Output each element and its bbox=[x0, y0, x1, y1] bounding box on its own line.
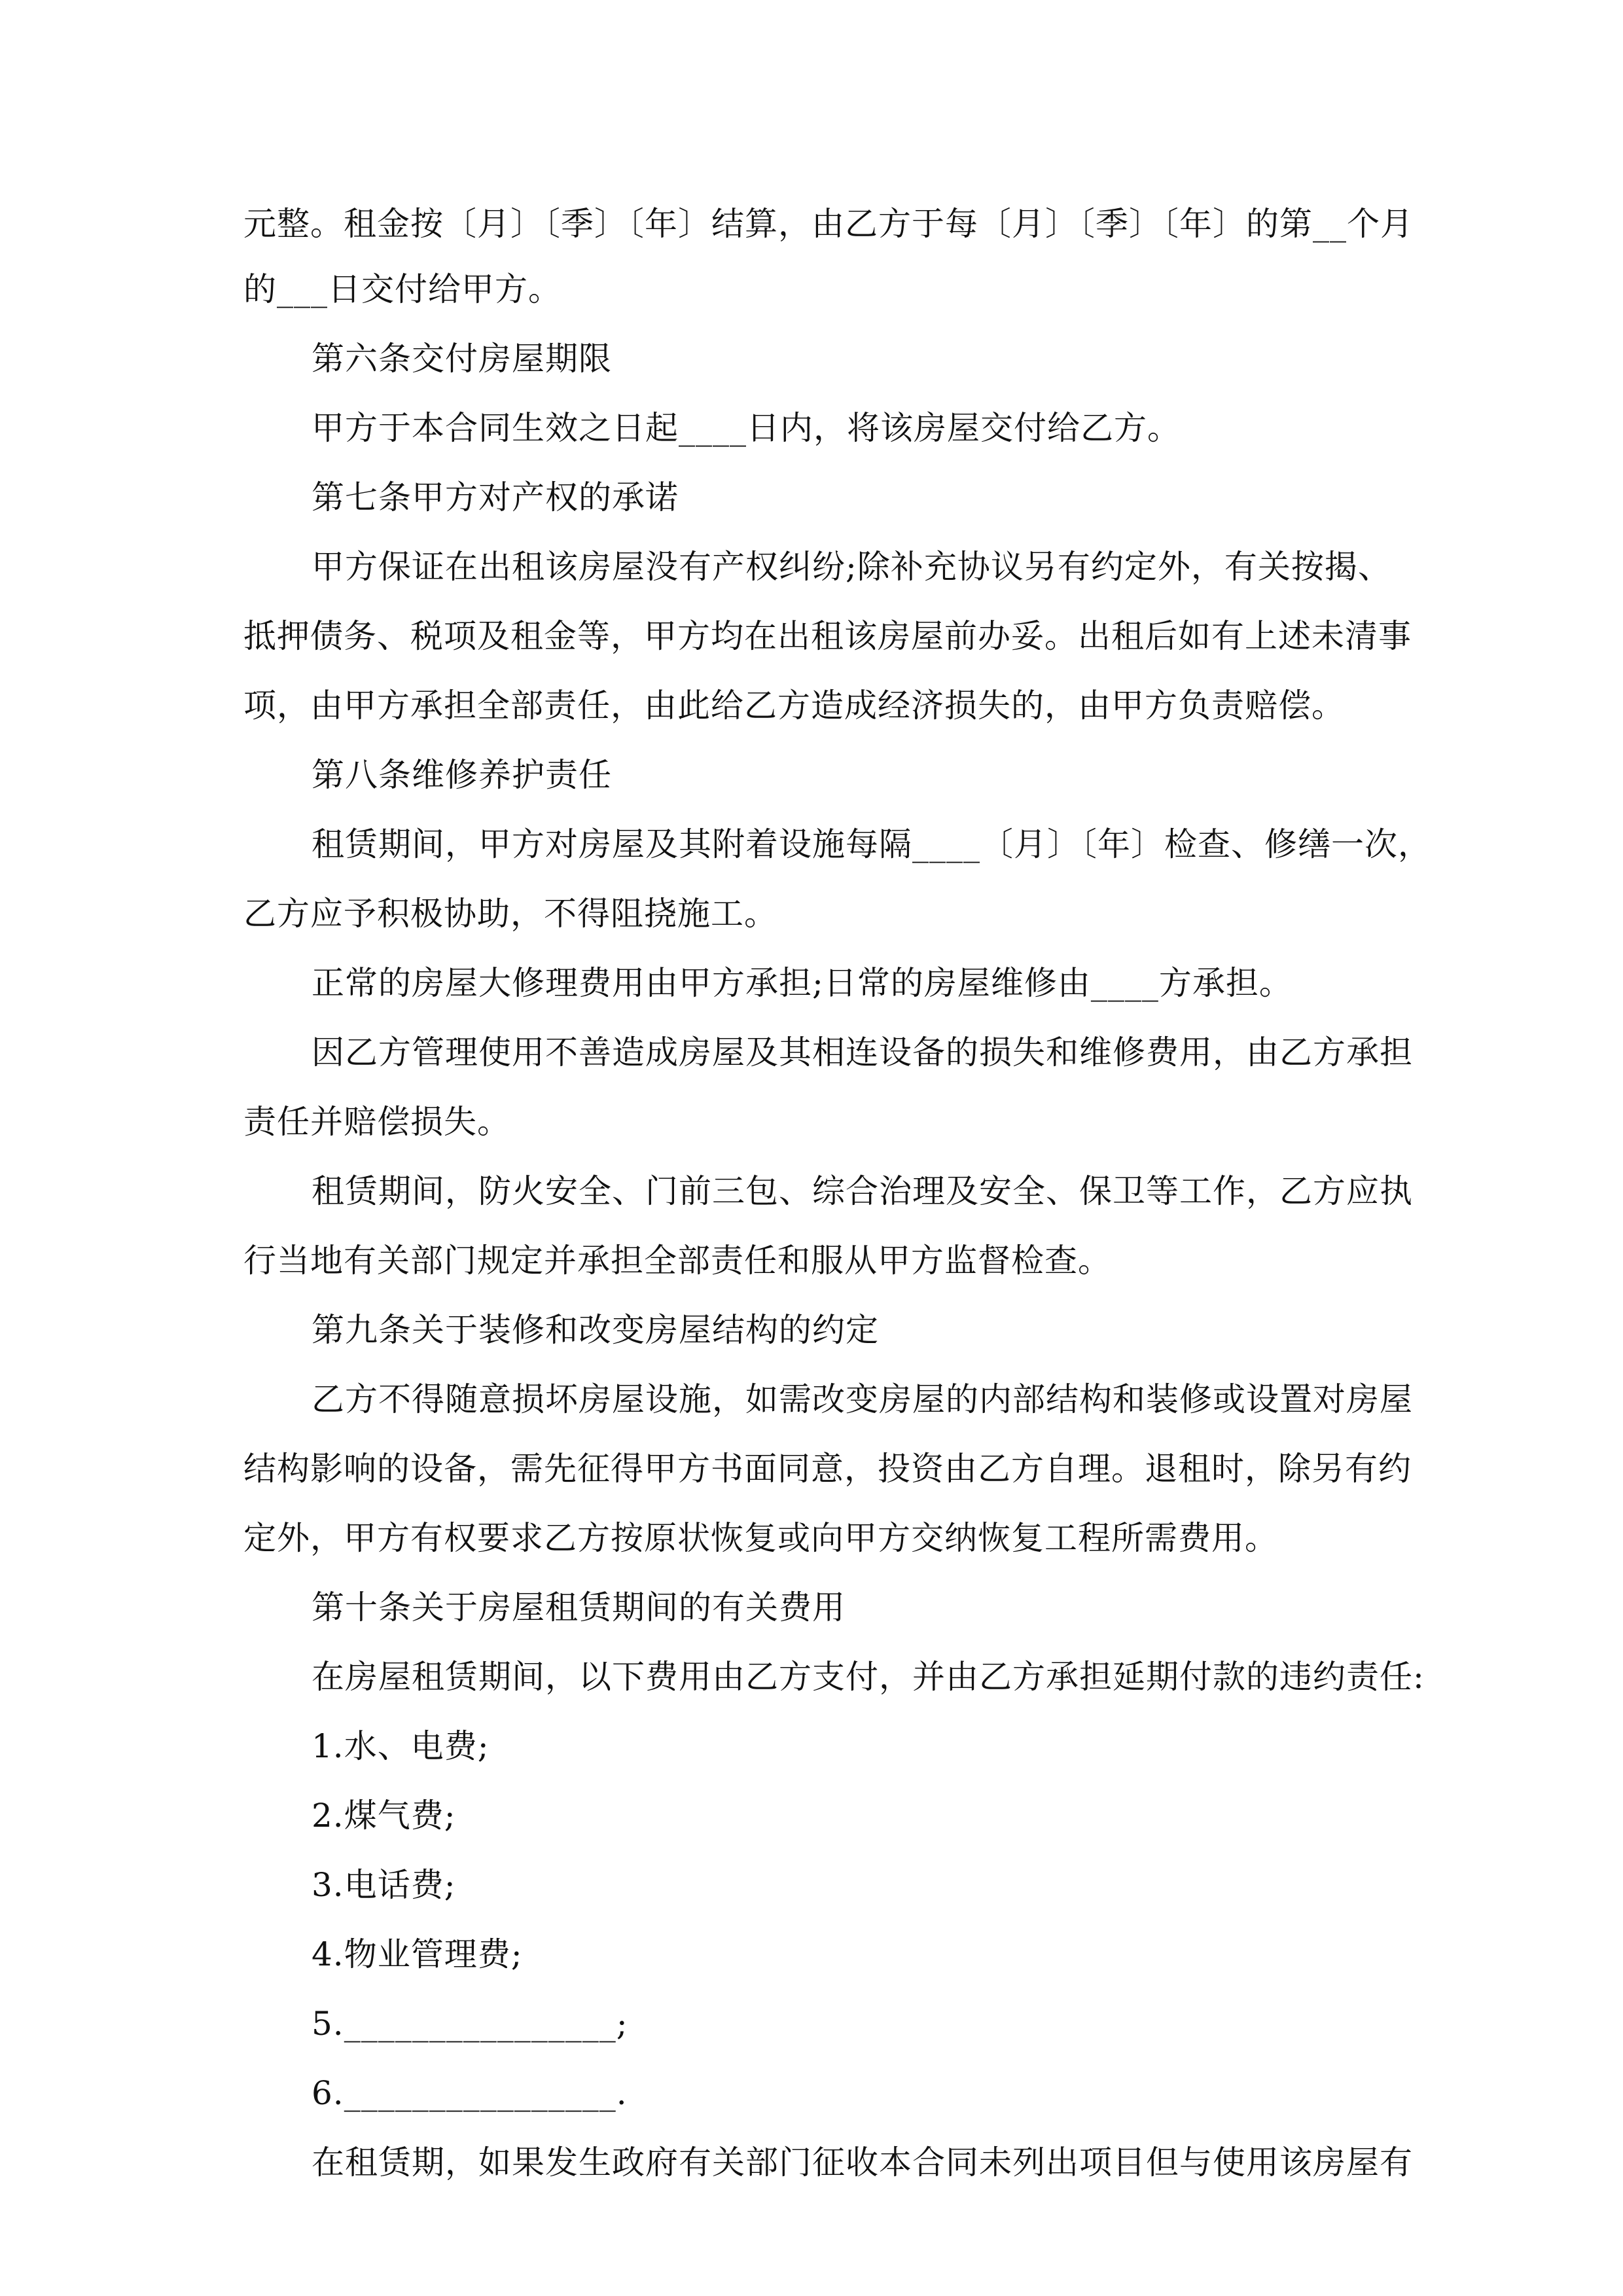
text-line: 的___日交付给甲方。 bbox=[243, 270, 562, 308]
text-line: 定外，甲方有权要求乙方按原状恢复或向甲方交纳恢复工程所需费用。 bbox=[243, 1519, 1278, 1557]
text-line: 甲方保证在出租该房屋没有产权纠纷;除补充协议另有约定外，有关按揭、 bbox=[312, 548, 1391, 586]
text-line: 租赁期间，防火安全、门前三包、综合治理及安全、保卫等工作，乙方应执 bbox=[312, 1172, 1413, 1210]
text-line: 在房屋租赁期间，以下费用由乙方支付，并由乙方承担延期付款的违约责任: bbox=[312, 1658, 1425, 1696]
section-heading: 第八条维修养护责任 bbox=[312, 756, 612, 794]
list-item: 5.________________; bbox=[312, 2005, 628, 2043]
list-item: 4.物业管理费; bbox=[312, 1935, 523, 1973]
text-line: 责任并赔偿损失。 bbox=[243, 1103, 510, 1141]
text-line: 乙方不得随意损坏房屋设施，如需改变房屋的内部结构和装修或设置对房屋 bbox=[312, 1380, 1413, 1418]
text-line: 抵押债务、税项及租金等，甲方均在出租该房屋前办妥。出租后如有上述未清事 bbox=[243, 617, 1412, 655]
list-item: 3.电话费; bbox=[312, 1866, 456, 1904]
text-line: 在租赁期，如果发生政府有关部门征收本合同未列出项目但与使用该房屋有 bbox=[312, 2144, 1413, 2181]
text-line: 因乙方管理使用不善造成房屋及其相连设备的损失和维修费用，由乙方承担 bbox=[312, 1033, 1413, 1071]
text-line: 正常的房屋大修理费用由甲方承担;日常的房屋维修由____方承担。 bbox=[312, 964, 1293, 1002]
section-heading: 第六条交付房屋期限 bbox=[312, 340, 612, 378]
text-line: 甲方于本合同生效之日起____日内，将该房屋交付给乙方。 bbox=[312, 409, 1181, 447]
section-heading: 第七条甲方对产权的承诺 bbox=[312, 478, 679, 516]
text-line: 元整。租金按〔月〕〔季〕〔年〕结算，由乙方于每〔月〕〔季〕〔年〕的第__个月 bbox=[243, 205, 1414, 243]
list-item: 2.煤气费; bbox=[312, 1797, 456, 1835]
text-line: 租赁期间，甲方对房屋及其附着设施每隔____〔月〕〔年〕检查、修缮一次， bbox=[312, 825, 1431, 863]
list-item: 6.________________. bbox=[312, 2074, 628, 2112]
text-line: 乙方应予积极协助，不得阻挠施工。 bbox=[243, 895, 777, 933]
section-heading: 第十条关于房屋租赁期间的有关费用 bbox=[312, 1588, 846, 1626]
text-line: 结构影响的设备，需先征得甲方书面同意，投资由乙方自理。退租时，除另有约 bbox=[243, 1450, 1412, 1488]
text-line: 行当地有关部门规定并承担全部责任和服从甲方监督检查。 bbox=[243, 1242, 1111, 1280]
section-heading: 第九条关于装修和改变房屋结构的约定 bbox=[312, 1311, 879, 1349]
list-item: 1.水、电费; bbox=[312, 1727, 490, 1765]
text-line: 项，由甲方承担全部责任，由此给乙方造成经济损失的，由甲方负责赔偿。 bbox=[243, 687, 1345, 725]
